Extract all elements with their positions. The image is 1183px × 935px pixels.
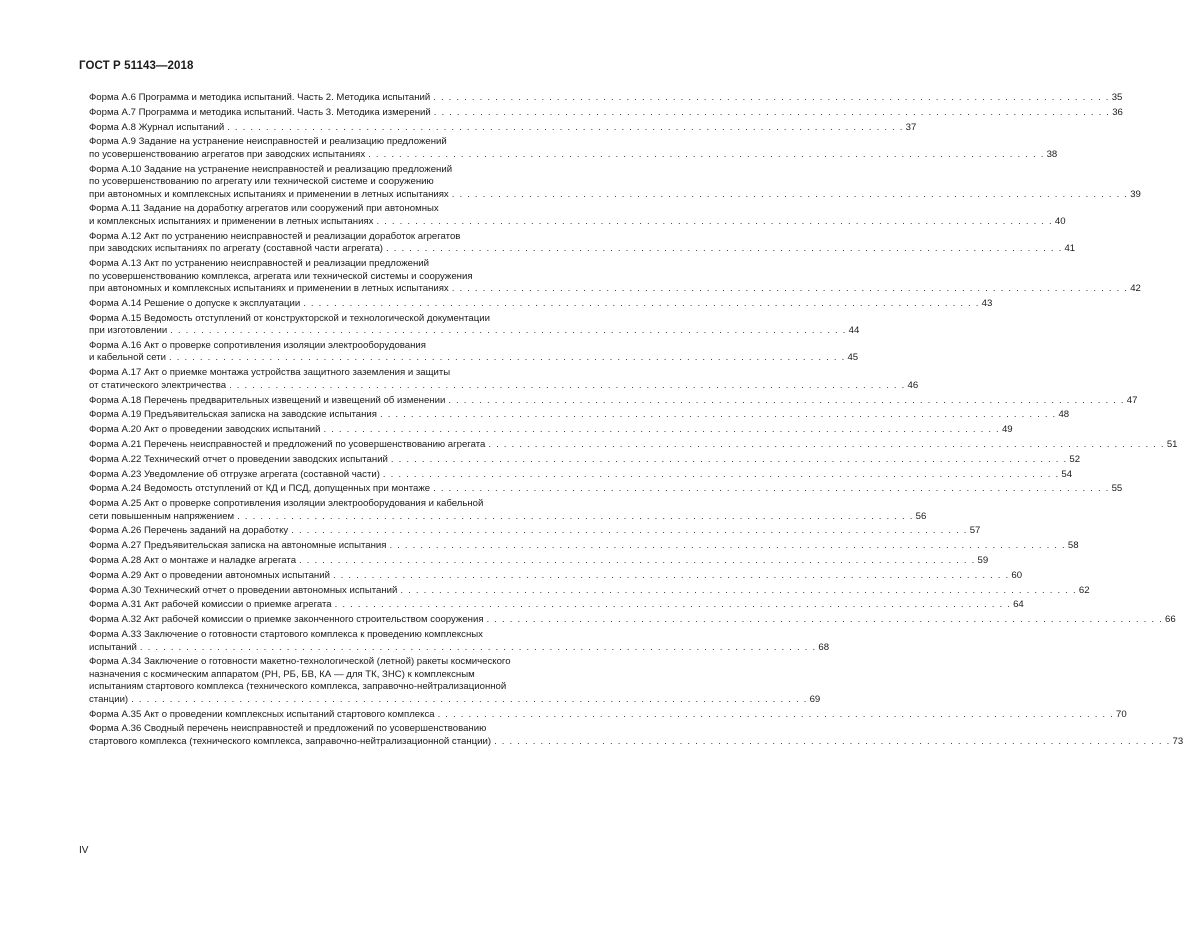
dot-leader: . . . . . . . . . . . . . . . . . . . . . . . . . . . . . . . . . . . . . . . . . . . . . . . . . . . . . . . . . . . . . . . . . . . . . . . . . . . . . . . . . . . . . . . . (437, 708, 1115, 720)
toc-entry-line: Форма А.21 Перечень неисправностей и предложений по усовершенствованию агрегата (89, 438, 486, 450)
toc-entry-line: Форма А.19 Предъявительская записка на заводские испытания (89, 409, 377, 421)
toc-page-number: 57 (969, 525, 981, 537)
toc-entry[interactable] (89, 468, 1073, 482)
toc-page-number: 62 (1078, 584, 1090, 596)
toc-entry[interactable] (89, 656, 821, 706)
toc-page-number: 36 (1112, 106, 1123, 118)
toc-entry-line: испытаниям стартового комплекса (технического комплекса, заправочно-нейтрализационной (89, 681, 507, 693)
toc-entry-line: Форма А.10 Задание на устранение неисправностей и реализацию предложений (89, 163, 453, 175)
toc-page-number: 43 (981, 297, 993, 309)
dot-leader: . . . . . . . . . . . . . . . . . . . . . . . . . . . . . . . . . . . . . . . . . . . . . . . . . . . . . . . . . . . . . . . . . . . . . . . . . . . . . . . . . . . . . . . . (433, 92, 1110, 103)
toc-page-number: 40 (1054, 215, 1066, 227)
toc-entry[interactable] (89, 584, 1090, 598)
toc-entry-line: Форма А.14 Решение о допуске к эксплуатации (89, 297, 301, 309)
toc-entry-line: по усовершенствованию по агрегату или технической системе и сооружению (89, 176, 434, 188)
toc-page-number: 46 (907, 379, 919, 391)
toc-page-number: 64 (1013, 599, 1024, 611)
toc-entry-line: Форма А.27 Предъявительская записка на автономные испытания (89, 540, 387, 552)
toc-entry[interactable] (89, 230, 1076, 256)
toc-entry[interactable] (89, 569, 1023, 583)
toc-entry-line: Форма А.33 Заключение о готовности стартового комплекса к проведению комплексных (89, 629, 483, 641)
dot-leader: . . . . . . . . . . . . . . . . . . . . . . . . . . . . . . . . . . . . . . . . . . . . . . . . . . . . . . . . . . . . . . . . . . . . . . . . . . . . . . . . . . . . . . . . (382, 468, 1060, 480)
toc-entry-line: Форма А.12 Акт по устранению неисправностей и реализации доработок агрегатов (89, 230, 461, 242)
toc-page-number: 60 (1011, 569, 1023, 581)
toc-entry-line: Форма А.34 Заключение о готовности макетно-технологической (летной) ракеты космического (89, 656, 511, 668)
toc-entry-line: Форма А.36 Сводный перечень неисправностей и предложений по усовершенствованию (89, 723, 487, 735)
toc-entry-line: станции) (89, 693, 129, 705)
dot-leader: . . . . . . . . . . . . . . . . . . . . . . . . . . . . . . . . . . . . . . . . . . . . . . . . . . . . . . . . . . . . . . . . . . . . . . . . . . . . . . . . . . . . . . . . (494, 735, 1171, 747)
toc-page-number: 66 (1164, 614, 1176, 626)
dot-leader: . . . . . . . . . . . . . . . . . . . . . . . . . . . . . . . . . . . . . . . . . . . . . . . . . . . . . . . . . . . . . . . . . . . . . . . . . . . . . . . . . . . . . . . . (139, 641, 817, 653)
toc-page-number: 37 (905, 121, 917, 133)
toc-entry-line: Форма А.13 Акт по устранению неисправностей и реализации предложений (89, 258, 430, 270)
dot-leader: . . . . . . . . . . . . . . . . . . . . . . . . . . . . . . . . . . . . . . . . . . . . . . . . . . . . . . . . . . . . . . . . . . . . . . . . . . . . . . . . . . . . . . . . (433, 483, 1110, 495)
toc-entry-line: при автономных и комплексных испытаниях и применении в летных испытаниях (89, 188, 449, 200)
toc-entry-line: Форма А.7 Программа и методика испытаний. Часть 3. Методика измерений (89, 106, 431, 118)
dot-leader: . . . . . . . . . . . . . . . . . . . . . . . . . . . . . . . . . . . . . . . . . . . . . . . . . . . . . . . . . . . . . . . . . . . . . . . . . . . . . . . . . . . . . . . . (376, 215, 1053, 227)
toc-entry-line: при изготовлении (89, 325, 168, 337)
toc-entry[interactable] (89, 297, 993, 311)
toc-entry-line: Форма А.28 Акт о монтаже и наладке агрегата (89, 555, 297, 567)
toc-entry-line: при заводских испытаниях по агрегату (составной части агрегата) (89, 243, 383, 255)
dot-leader: . . . . . . . . . . . . . . . . . . . . . . . . . . . . . . . . . . . . . . . . . . . . . . . . . . . . . . . . . . . . . . . . . . . . . . . . . . . . . . . . . . . . . . . . (303, 297, 980, 309)
toc-entry-line: Форма А.29 Акт о проведении автономных испытаний (89, 569, 330, 581)
toc-entry-line: Форма А.26 Перечень заданий на доработку (89, 525, 289, 537)
toc-entry-line: Форма А.22 Технический отчет о проведении заводских испытаний (89, 453, 388, 465)
toc-page-number: 45 (847, 352, 859, 364)
toc-entry[interactable] (89, 367, 919, 392)
toc-entry[interactable] (89, 599, 1024, 612)
toc-entry-line: Форма А.16 Акт о проверке сопротивления изоляции электрооборудования (89, 339, 426, 351)
dot-leader: . . . . . . . . . . . . . . . . . . . . . . . . . . . . . . . . . . . . . . . . . . . . . . . . . . . . . . . . . . . . . . . . . . . . . . . . . . . . . . . . . . . . . . . . (400, 584, 1077, 596)
dot-leader: . . . . . . . . . . . . . . . . . . . . . . . . . . . . . . . . . . . . . . . . . . . . . . . . . . . . . . . . . . . . . . . . . . . . . . . . . . . . . . . . . . . . . . . . (227, 121, 904, 133)
toc-entry[interactable] (89, 409, 1070, 422)
toc-page-number: 73 (1172, 735, 1183, 747)
toc-entry[interactable] (89, 723, 1183, 748)
toc-page-number: 48 (1058, 409, 1070, 421)
toc-entry-line: по усовершенствованию комплекса, агрегата или технической системы и сооружения (89, 270, 473, 282)
toc-entry-line: Форма А.17 Акт о приемке монтажа устройства защитного заземления и защиты (89, 367, 451, 379)
toc-page-number: 39 (1130, 188, 1141, 200)
toc-entry[interactable] (89, 424, 1013, 437)
toc-entry-line: Форма А.11 Задание на доработку агрегатов или сооружений при автономных (89, 203, 439, 215)
toc-entry[interactable] (89, 258, 1141, 296)
dot-leader: . . . . . . . . . . . . . . . . . . . . . . . . . . . . . . . . . . . . . . . . . . . . . . . . . . . . . . . . . . . . . . . . . . . . . . . . . . . . . . . . . . . . . . . . (486, 614, 1163, 626)
dot-leader: . . . . . . . . . . . . . . . . . . . . . . . . . . . . . . . . . . . . . . . . . . . . . . . . . . . . . . . . . . . . . . . . . . . . . . . . . . . . . . . . . . . . . . . . (389, 540, 1066, 552)
page-number: IV (79, 845, 89, 856)
toc-entry-line: Форма А.6 Программа и методика испытаний. Часть 2. Методика испытаний (89, 92, 431, 103)
dot-leader: . . . . . . . . . . . . . . . . . . . . . . . . . . . . . . . . . . . . . . . . . . . . . . . . . . . . . . . . . . . . . . . . . . . . . . . . . . . . . . . . . . . . . . . . (291, 525, 968, 537)
dot-leader: . . . . . . . . . . . . . . . . . . . . . . . . . . . . . . . . . . . . . . . . . . . . . . . . . . . . . . . . . . . . . . . . . . . . . . . . . . . . . . . . . . . . . . . . (385, 243, 1063, 255)
toc-entry[interactable] (89, 555, 989, 568)
toc-entry-line: от статического электричества (89, 379, 227, 391)
toc-page-number: 44 (848, 325, 860, 337)
toc-entry-line: Форма А.31 Акт рабочей комиссии о приемке агрегата (89, 599, 332, 611)
table-of-contents (89, 92, 1183, 751)
dot-leader: . . . . . . . . . . . . . . . . . . . . . . . . . . . . . . . . . . . . . . . . . . . . . . . . . . . . . . . . . . . . . . . . . . . . . . . . . . . . . . . . . . . . . . . . (229, 379, 906, 391)
toc-entry-line: Форма А.24 Ведомость отступлений от КД и ПСД, допущенных при монтаже (89, 483, 431, 495)
document-header: ГОСТ Р 51143—2018 (79, 60, 194, 72)
toc-page-number: 68 (818, 641, 830, 653)
toc-entry[interactable] (89, 708, 1127, 722)
dot-leader: . . . . . . . . . . . . . . . . . . . . . . . . . . . . . . . . . . . . . . . . . . . . . . . . . . . . . . . . . . . . . . . . . . . . . . . . . . . . . . . . . . . . . . . . (488, 438, 1165, 450)
toc-entry[interactable] (89, 629, 830, 654)
dot-leader: . . . . . . . . . . . . . . . . . . . . . . . . . . . . . . . . . . . . . . . . . . . . . . . . . . . . . . . . . . . . . . . . . . . . . . . . . . . . . . . . . . . . . . . . (379, 409, 1057, 421)
toc-entry[interactable] (89, 339, 859, 365)
toc-entry-line: стартового комплекса (технического комплекса, заправочно-нейтрализационной станции) (89, 735, 492, 747)
toc-entry[interactable] (89, 394, 1138, 408)
dot-leader: . . . . . . . . . . . . . . . . . . . . . . . . . . . . . . . . . . . . . . . . . . . . . . . . . . . . . . . . . . . . . . . . . . . . . . . . . . . . . . . . . . . . . . . . (433, 106, 1111, 118)
toc-entry-line: и кабельной сети (89, 352, 166, 364)
toc-entry-line: Форма А.35 Акт о проведении комплексных испытаний стартового комплекса (89, 708, 435, 720)
toc-page-number: 35 (1111, 92, 1123, 103)
toc-page-number: 54 (1061, 468, 1073, 480)
dot-leader: . . . . . . . . . . . . . . . . . . . . . . . . . . . . . . . . . . . . . . . . . . . . . . . . . . . . . . . . . . . . . . . . . . . . . . . . . . . . . . . . . . . . . . . . (451, 188, 1129, 200)
toc-entry-line: и комплексных испытаниях и применении в летных испытаниях (89, 215, 374, 227)
toc-entry[interactable] (89, 525, 981, 538)
dot-leader: . . . . . . . . . . . . . . . . . . . . . . . . . . . . . . . . . . . . . . . . . . . . . . . . . . . . . . . . . . . . . . . . . . . . . . . . . . . . . . . . . . . . . . . . (131, 693, 808, 705)
toc-entry-line: Форма А.23 Уведомление об отгрузке агрегата (составной части) (89, 468, 380, 480)
toc-entry[interactable] (89, 438, 1178, 452)
toc-entry-line: Форма А.9 Задание на устранение неисправностей и реализацию предложений (89, 136, 447, 148)
dot-leader: . . . . . . . . . . . . . . . . . . . . . . . . . . . . . . . . . . . . . . . . . . . . . . . . . . . . . . . . . . . . . . . . . . . . . . . . . . . . . . . . . . . . . . . . (170, 325, 847, 337)
toc-entry-line: Форма А.15 Ведомость отступлений от конструкторской и технологической документации (89, 312, 490, 324)
dot-leader: . . . . . . . . . . . . . . . . . . . . . . . . . . . . . . . . . . . . . . . . . . . . . . . . . . . . . . . . . . . . . . . . . . . . . . . . . . . . . . . . . . . . . . . . (299, 555, 976, 567)
toc-page-number: 55 (1111, 483, 1123, 495)
toc-page-number: 58 (1067, 540, 1079, 552)
toc-entry[interactable] (89, 483, 1123, 496)
toc-entry-line: сети повышенным напряжением (89, 510, 235, 522)
toc-entry-line: Форма А.25 Акт о проверке сопротивления изоляции электрооборудования и кабельной (89, 498, 484, 510)
dot-leader: . . . . . . . . . . . . . . . . . . . . . . . . . . . . . . . . . . . . . . . . . . . . . . . . . . . . . . . . . . . . . . . . . . . . . . . . . . . . . . . . . . . . . . . . (169, 352, 846, 364)
dot-leader: . . . . . . . . . . . . . . . . . . . . . . . . . . . . . . . . . . . . . . . . . . . . . . . . . . . . . . . . . . . . . . . . . . . . . . . . . . . . . . . . . . . . . . . . (368, 148, 1045, 160)
toc-entry-line: испытаний (89, 641, 137, 653)
toc-entry[interactable] (89, 163, 1141, 202)
dot-leader: . . . . . . . . . . . . . . . . . . . . . . . . . . . . . . . . . . . . . . . . . . . . . . . . . . . . . . . . . . . . . . . . . . . . . . . . . . . . . . . . . . . . . . . . (451, 283, 1129, 295)
toc-page-number: 41 (1064, 243, 1076, 255)
toc-entry[interactable] (89, 106, 1123, 120)
dot-leader: . . . . . . . . . . . . . . . . . . . . . . . . . . . . . . . . . . . . . . . . . . . . . . . . . . . . . . . . . . . . . . . . . . . . . . . . . . . . . . . . . . . . . . . . (237, 510, 914, 522)
toc-entry-line: Форма А.32 Акт рабочей комиссии о приемке законченного строительством сооружения (89, 614, 484, 626)
toc-entry-line: Форма А.8 Журнал испытаний (89, 121, 225, 133)
toc-entry[interactable] (89, 92, 1123, 105)
toc-page-number: 59 (977, 555, 989, 567)
toc-entry-line: Форма А.18 Перечень предварительных извещений и извещений об изменении (89, 394, 446, 406)
toc-entry[interactable] (89, 203, 1066, 228)
toc-entry-line: Форма А.20 Акт о проведении заводских испытаний (89, 424, 321, 436)
toc-page-number: 69 (809, 693, 821, 705)
toc-entry-line: при автономных и комплексных испытаниях и применении в летных испытаниях (89, 283, 449, 295)
dot-leader: . . . . . . . . . . . . . . . . . . . . . . . . . . . . . . . . . . . . . . . . . . . . . . . . . . . . . . . . . . . . . . . . . . . . . . . . . . . . . . . . . . . . . . . . (323, 424, 1000, 436)
toc-page-number: 38 (1046, 148, 1058, 160)
dot-leader: . . . . . . . . . . . . . . . . . . . . . . . . . . . . . . . . . . . . . . . . . . . . . . . . . . . . . . . . . . . . . . . . . . . . . . . . . . . . . . . . . . . . . . . . (332, 569, 1010, 581)
toc-page-number: 49 (1001, 424, 1013, 436)
toc-page-number: 52 (1069, 453, 1081, 465)
toc-entry-line: Форма А.30 Технический отчет о проведении автономных испытаний (89, 584, 398, 596)
toc-entry[interactable] (89, 540, 1079, 553)
toc-entry[interactable] (89, 121, 917, 135)
toc-entry[interactable] (89, 453, 1081, 467)
toc-page-number: 51 (1166, 438, 1178, 450)
toc-entry-line: по усовершенствованию агрегатов при заводских испытаниях (89, 148, 366, 160)
toc-entry[interactable] (89, 498, 927, 523)
toc-entry[interactable] (89, 136, 1058, 161)
dot-leader: . . . . . . . . . . . . . . . . . . . . . . . . . . . . . . . . . . . . . . . . . . . . . . . . . . . . . . . . . . . . . . . . . . . . . . . . . . . . . . . . . . . . . . . . (448, 394, 1125, 406)
toc-page-number: 47 (1126, 394, 1138, 406)
toc-entry[interactable] (89, 614, 1176, 627)
dot-leader: . . . . . . . . . . . . . . . . . . . . . . . . . . . . . . . . . . . . . . . . . . . . . . . . . . . . . . . . . . . . . . . . . . . . . . . . . . . . . . . . . . . . . . . . (390, 453, 1068, 465)
toc-page-number: 56 (915, 510, 927, 522)
toc-page-number: 70 (1116, 708, 1127, 720)
toc-entry-line: назначения с космическим аппаратом (РН, РБ, БВ, КА — для ТК, ЗНС) к комплексным (89, 668, 475, 680)
toc-page-number: 42 (1130, 283, 1141, 295)
toc-entry[interactable] (89, 312, 860, 338)
dot-leader: . . . . . . . . . . . . . . . . . . . . . . . . . . . . . . . . . . . . . . . . . . . . . . . . . . . . . . . . . . . . . . . . . . . . . . . . . . . . . . . . . . . . . . . . (334, 599, 1012, 611)
